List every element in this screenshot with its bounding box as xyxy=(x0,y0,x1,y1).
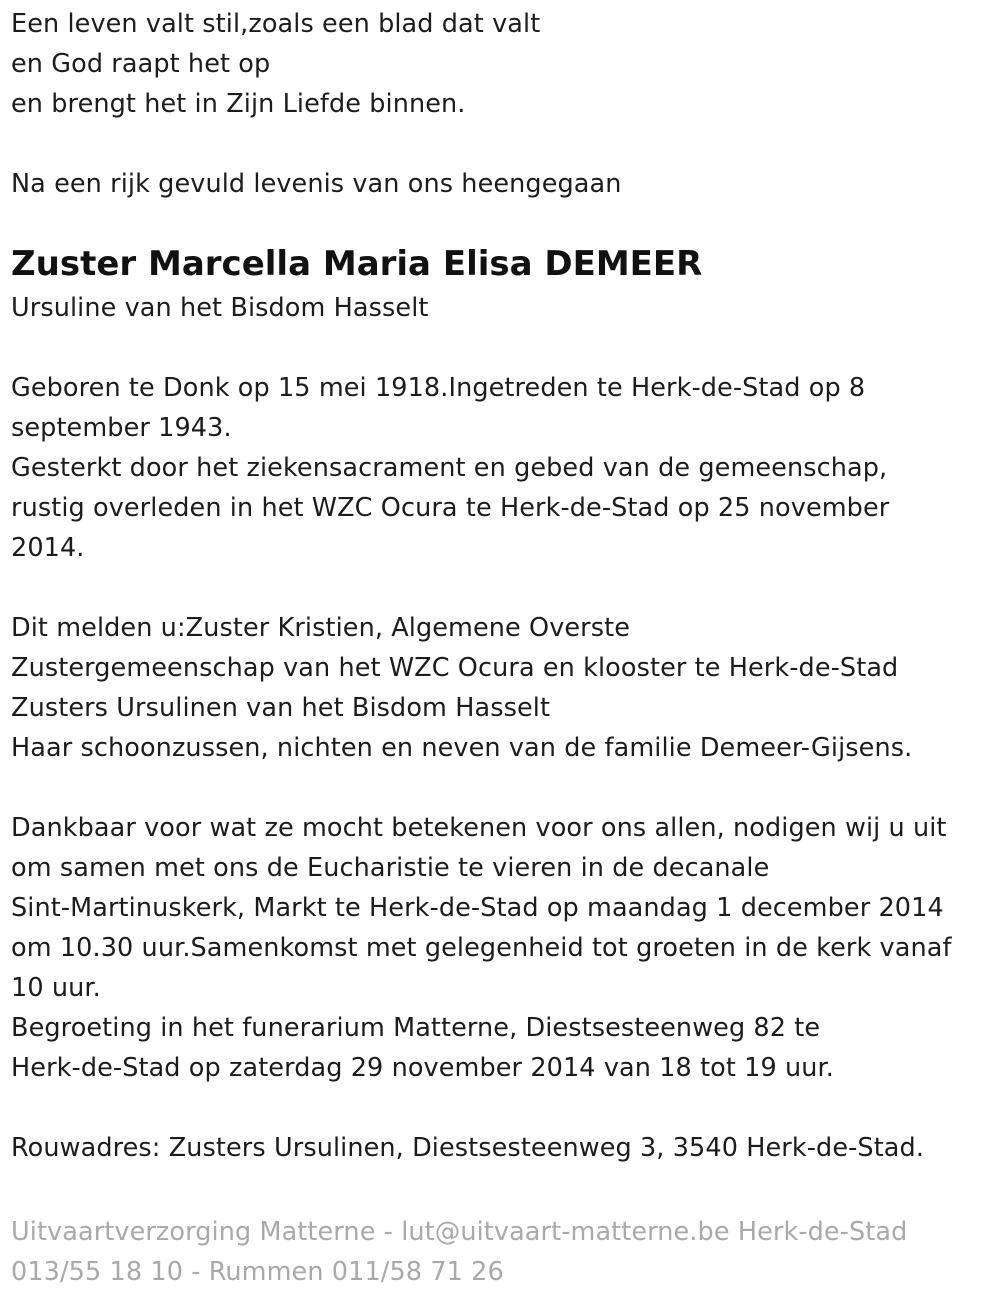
spacer xyxy=(11,328,991,368)
announcer-line: Zustergemeenschap van het WZC Ocura en klooster te Herk-de-Stad xyxy=(11,653,899,683)
funeral-home-footer xyxy=(11,1212,991,1292)
biography-line: 2014. xyxy=(11,533,85,563)
ceremony-line: Herk-de-Stad op zaterdag 29 november 2014 van 18 tot 19 uur. xyxy=(11,1053,834,1083)
deceased-subtitle: Ursuline van het Bisdom Hasselt xyxy=(11,293,429,323)
spacer xyxy=(11,1088,991,1128)
spacer xyxy=(11,204,991,236)
biography-line: Geboren te Donk op 15 mei 1918.Ingetreden te Herk-de-Stad op 8 xyxy=(11,373,866,403)
ceremony-line: om samen met ons de Eucharistie te vieren in de decanale xyxy=(11,853,770,883)
ceremony-line: Begroeting in het funerarium Matterne, Diestsesteenweg 82 te xyxy=(11,1013,821,1043)
spacer xyxy=(11,124,991,164)
poem-line: Een leven valt stil,zoals een blad dat valt xyxy=(11,9,541,39)
ceremony-line: om 10.30 uur.Samenkomst met gelegenheid tot groeten in de kerk vanaf xyxy=(11,933,952,963)
biography-line: Gesterkt door het ziekensacrament en gebed van de gemeenschap, xyxy=(11,453,888,483)
obituary-notice xyxy=(11,4,991,1292)
spacer xyxy=(11,1168,991,1208)
mourning-address: Rouwadres: Zusters Ursulinen, Diestsesteenweg 3, 3540 Herk-de-Stad. xyxy=(11,1133,925,1163)
biography xyxy=(11,368,991,568)
spacer xyxy=(11,568,991,608)
ceremony-line: Dankbaar voor wat ze mocht betekenen voor ons allen, nodigen wij u uit xyxy=(11,813,947,843)
announcers xyxy=(11,608,991,768)
deceased-name: Zuster Marcella Maria Elisa DEMEER xyxy=(11,244,703,284)
poem-line: en brengt het in Zijn Liefde binnen. xyxy=(11,89,466,119)
announcer-line: Dit melden u:Zuster Kristien, Algemene Overste xyxy=(11,613,631,643)
biography-line: september 1943. xyxy=(11,413,232,443)
ceremony-line: Sint-Martinuskerk, Markt te Herk-de-Stad op maandag 1 december 2014 xyxy=(11,893,944,923)
ceremony-line: 10 uur. xyxy=(11,973,101,1003)
footer-line: Uitvaartverzorging Matterne - lut@uitvaart-matterne.be Herk-de-Stad xyxy=(11,1217,908,1247)
biography-line: rustig overleden in het WZC Ocura te Herk-de-Stad op 25 november xyxy=(11,493,890,523)
ceremony-details xyxy=(11,808,991,1088)
announcer-line: Zusters Ursulinen van het Bisdom Hasselt xyxy=(11,693,551,723)
announcer-line: Haar schoonzussen, nichten en neven van de familie Demeer-Gijsens. xyxy=(11,733,913,763)
spacer xyxy=(11,768,991,808)
poem-line: en God raapt het op xyxy=(11,49,271,79)
footer-line: 013/55 18 10 - Rummen 011/58 71 26 xyxy=(11,1257,504,1287)
poem xyxy=(11,4,991,124)
intro-text: Na een rijk gevuld levenis van ons heengegaan xyxy=(11,169,622,199)
